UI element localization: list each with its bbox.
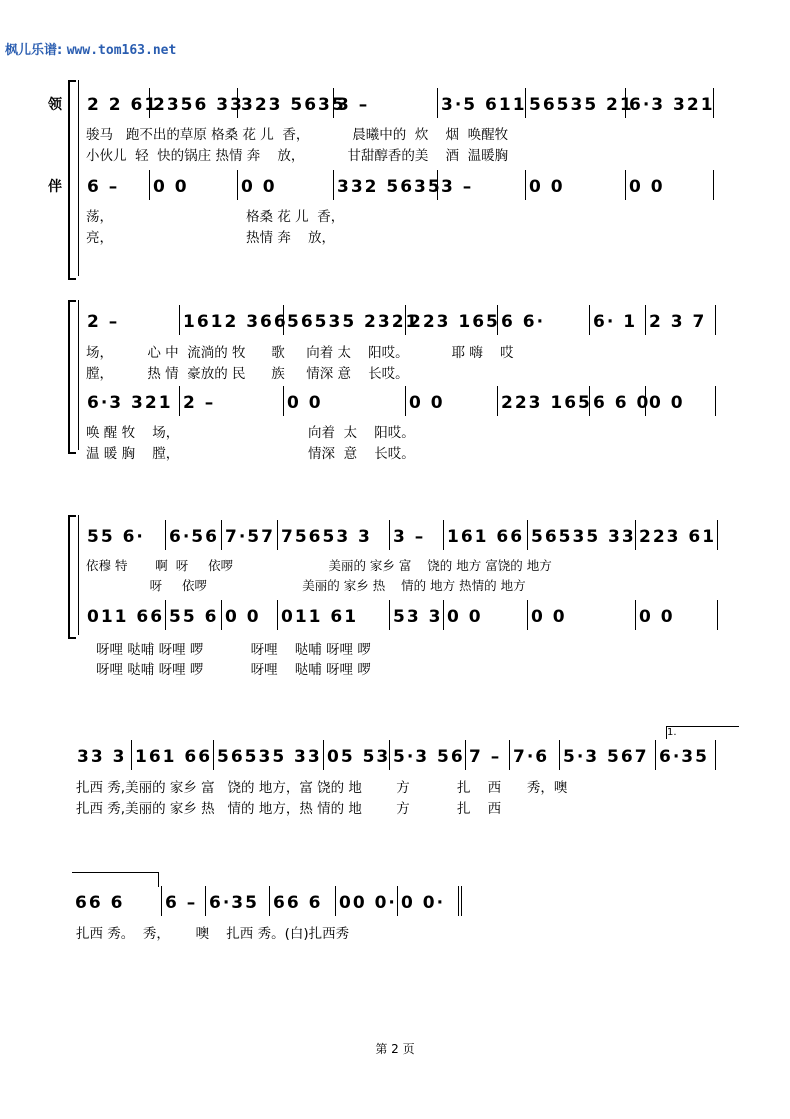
measure: 6 – xyxy=(84,170,150,200)
measure: 6·56 xyxy=(166,520,222,550)
measure: 3·5 611 xyxy=(438,88,526,118)
lyric-line: 场， 心 中 流淌的 牧 歌 向着 太 阳哎。 耶 嗨 哎 xyxy=(86,345,514,361)
measure: 7 – xyxy=(466,740,510,770)
measure: 0 0 xyxy=(636,600,718,630)
measure: 0 0 xyxy=(284,386,406,416)
measure: 00 0· xyxy=(336,886,398,916)
measure: 56535 33 xyxy=(528,520,636,550)
lyric-line: 呀哩 哒哺 呀哩 啰 呀哩 哒哺 呀哩 啰 xyxy=(96,662,371,678)
measure: 5·3 567 xyxy=(560,740,656,770)
site-header xyxy=(5,39,176,58)
measure: 223 165 xyxy=(406,305,498,335)
lyric-line: 扎西 秀,美丽的 家乡 热 情的 地方，热 情的 地 方 扎 西 xyxy=(76,801,502,817)
measure: 3 – xyxy=(334,88,438,118)
measure: 6 6 0 xyxy=(590,386,646,416)
measure: 011 66 xyxy=(84,600,166,630)
measure: 0 0 xyxy=(646,386,716,416)
measure: 7·6 xyxy=(510,740,560,770)
measure: 1612 366 xyxy=(180,305,284,335)
final-measure: 0 0· xyxy=(398,886,462,916)
system-bracket xyxy=(68,515,76,639)
measure: 6 – xyxy=(162,886,206,916)
measure: 332 5635 xyxy=(334,170,438,200)
measure: 2 2 61 xyxy=(84,88,150,118)
measure: 0 0 xyxy=(444,600,528,630)
measure: 161 66 xyxy=(444,520,528,550)
measure: 0 0 xyxy=(528,600,636,630)
measure: 0 0 xyxy=(150,170,238,200)
measure: 0 0 xyxy=(222,600,278,630)
measure: 3 – xyxy=(438,170,526,200)
lead-staff xyxy=(84,520,718,550)
lyric-line: 膛， 热 情 豪放的 民 族 情深 意 长哎。 xyxy=(86,366,409,382)
lyric-line: 亮， 热情 奔 放， xyxy=(86,230,335,246)
measure: 0 0 xyxy=(406,386,498,416)
measure: 011 61 xyxy=(278,600,390,630)
site-url[interactable]: www.tom163.net xyxy=(66,43,177,58)
measure: 0 0 xyxy=(626,170,714,200)
lyric-line: 骏马 跑不出的草原 格桑 花 儿 香， 晨曦中的 炊 烟 唤醒牧 xyxy=(86,127,509,143)
measure: 56535 2321 xyxy=(284,305,406,335)
measure: 33 3 xyxy=(74,740,132,770)
measure: 55 6 xyxy=(166,600,222,630)
system-line xyxy=(78,300,79,450)
lyric-line: 扎西 秀,美丽的 家乡 富 饶的 地方，富 饶的 地 方 扎 西 秀，噢 xyxy=(76,780,568,796)
measure: 0 0 xyxy=(526,170,626,200)
measure: 56535 33 xyxy=(214,740,324,770)
lyric-line: 温 暖 胸 膛， 情深 意 长哎。 xyxy=(86,446,415,462)
measure: 66 6 xyxy=(72,886,162,916)
measure: 6 6· xyxy=(498,305,590,335)
measure: 05 53 xyxy=(324,740,390,770)
measure: 6·3 321 xyxy=(84,386,180,416)
system-line xyxy=(78,515,79,635)
accomp-staff xyxy=(84,600,718,630)
lyric-line: 扎西 秀。 秀， 噢 扎西 秀。(白)扎西秀 xyxy=(76,926,350,942)
measure: 223 61 xyxy=(636,520,718,550)
measure: 75653 3 xyxy=(278,520,390,550)
measure: 66 6 xyxy=(270,886,336,916)
measure: 55 6· xyxy=(84,520,166,550)
measure: 6·35 xyxy=(656,740,716,770)
measure: 2 – xyxy=(180,386,284,416)
measure: 6·3 321 xyxy=(626,88,714,118)
system-line xyxy=(78,80,79,276)
system-bracket xyxy=(68,80,76,280)
measure: 6·35 xyxy=(206,886,270,916)
measure: 2 – xyxy=(84,305,180,335)
lyric-line: 唤 醒 牧 场， 向着 太 阳哎。 xyxy=(86,425,415,441)
measure: 2356 33 xyxy=(150,88,238,118)
measure: 161 66 xyxy=(132,740,214,770)
lead-staff xyxy=(84,305,716,335)
accomp-staff xyxy=(84,386,716,416)
page-number: 第 2 页 xyxy=(375,1042,415,1056)
melody-staff xyxy=(74,740,716,770)
measure: 323 5635 xyxy=(238,88,334,118)
volta-bracket-end xyxy=(72,872,159,887)
melody-staff xyxy=(72,886,462,916)
system-bracket xyxy=(68,300,76,454)
measure: 7·57 xyxy=(222,520,278,550)
measure: 5·3 56 xyxy=(390,740,466,770)
lyric-line: 荡， 格桑 花 儿 香， xyxy=(86,209,345,225)
part-accomp-label: 伴 xyxy=(48,179,62,195)
measure: 2 3 7 xyxy=(646,305,716,335)
lyric-line: 依穆 特 啊 呀 依啰 美丽的 家乡 富 饶的 地方 富饶的 地方 xyxy=(86,558,552,573)
lead-staff xyxy=(84,88,714,118)
volta-label: 1. xyxy=(667,727,677,738)
lyric-line: 呀哩 哒哺 呀哩 啰 呀哩 哒哺 呀哩 啰 xyxy=(96,642,371,658)
measure: 223 165 xyxy=(498,386,590,416)
measure: 3 – xyxy=(390,520,444,550)
measure: 56535 21 xyxy=(526,88,626,118)
site-label: 枫儿乐谱: xyxy=(5,43,63,58)
volta-bracket xyxy=(666,726,739,739)
lyric-line: 呀 依啰 美丽的 家乡 热 情的 地方 热情的 地方 xyxy=(86,578,526,593)
accomp-staff xyxy=(84,170,714,200)
part-lead-label: 领 xyxy=(48,97,62,113)
measure: 6· 1 xyxy=(590,305,646,335)
lyric-line: 小伙儿 轻 快的锅庄 热情 奔 放， 甘甜醇香的美 酒 温暖胸 xyxy=(86,148,509,164)
measure: 0 0 xyxy=(238,170,334,200)
measure: 53 3 xyxy=(390,600,444,630)
